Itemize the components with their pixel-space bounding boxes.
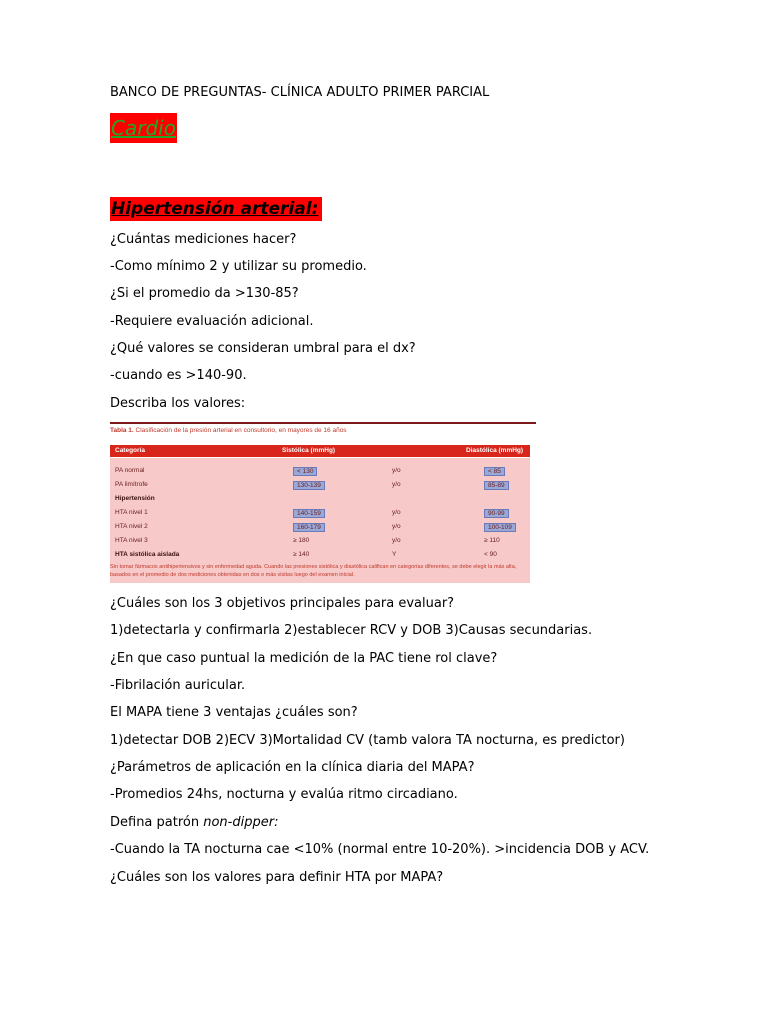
cell-category: HTA nivel 3 bbox=[115, 537, 148, 544]
cell-diastolic: 100-109 bbox=[484, 523, 516, 532]
document-title: BANCO DE PREGUNTAS- CLÍNICA ADULTO PRIMER PARCIAL bbox=[110, 85, 490, 100]
cell-conjunction: y/o bbox=[392, 467, 401, 474]
cell-systolic: 140-159 bbox=[293, 509, 325, 518]
text-line: -Como mínimo 2 y utilizar su promedio. bbox=[110, 259, 367, 274]
text-line: ¿En que caso puntual la medición de la PAC tiene rol clave? bbox=[110, 651, 498, 666]
text-line: ¿Cuáles son los valores para definir HTA por MAPA? bbox=[110, 870, 444, 885]
cell-diastolic: ≥ 110 bbox=[484, 537, 500, 544]
cell-diastolic: 85-89 bbox=[484, 481, 509, 490]
cell-conjunction: Y bbox=[392, 551, 397, 558]
table-row bbox=[110, 465, 530, 478]
table-top-rule bbox=[110, 422, 536, 424]
cell-category: HTA nivel 2 bbox=[115, 523, 148, 530]
bp-classification-table bbox=[110, 421, 536, 584]
cell-systolic: ≥ 140 bbox=[293, 551, 310, 558]
cell-diastolic: < 85 bbox=[484, 467, 505, 476]
text-line: ¿Parámetros de aplicación en la clínica diaria del MAPA? bbox=[110, 760, 475, 775]
section-heading: Cardio bbox=[110, 113, 177, 143]
header-category: Categoría bbox=[115, 447, 145, 454]
text-line: ¿Qué valores se consideran umbral para el dx? bbox=[110, 341, 416, 356]
cell-conjunction: y/o bbox=[392, 537, 401, 544]
table-row bbox=[110, 535, 530, 548]
table-footnote: Sin tomar fármacos antihipertensivos y sin enfermedad aguda. Cuando las presiones sistólica y diastólica califican en categorías diferentes, se debe elegir la más alta, basados en el promedio de dos mediciones obtenidas en dos o más visitas luego del examen inicial. bbox=[110, 564, 517, 578]
text-line: 1)detectarla y confirmarla 2)establecer RCV y DOB 3)Causas secundarias. bbox=[110, 623, 593, 638]
cell-diastolic: 90-99 bbox=[484, 509, 509, 518]
table-row bbox=[110, 521, 530, 534]
cell-category: HTA sistólica aislada bbox=[115, 551, 180, 558]
table-row bbox=[110, 549, 530, 562]
text-line: ¿Si el promedio da >130-85? bbox=[110, 286, 299, 301]
text-line: 1)detectar DOB 2)ECV 3)Mortalidad CV (tamb valora TA nocturna, es predictor) bbox=[110, 733, 625, 748]
cell-systolic: 160-179 bbox=[293, 523, 325, 532]
text-line: -Cuando la TA nocturna cae <10% (normal entre 10-20%). >incidencia DOB y ACV. bbox=[110, 842, 650, 857]
text-line: ¿Cuántas mediciones hacer? bbox=[110, 232, 297, 247]
text-line: El MAPA tiene 3 ventajas ¿cuáles son? bbox=[110, 705, 358, 720]
header-diastolic: Diastólica (mmHg) bbox=[466, 447, 524, 454]
subsection-heading: Hipertensión arterial: bbox=[110, 197, 322, 221]
text-line: -Promedios 24hs, nocturna y evalúa ritmo circadiano. bbox=[110, 787, 458, 802]
cell-category: Hipertensión bbox=[115, 495, 155, 502]
cell-conjunction: y/o bbox=[392, 509, 401, 516]
text-line bbox=[110, 814, 278, 832]
text-line: -cuando es >140-90. bbox=[110, 368, 247, 383]
table-row bbox=[110, 507, 530, 520]
text-line: -Requiere evaluación adicional. bbox=[110, 314, 314, 329]
cell-systolic: ≥ 180 bbox=[293, 537, 310, 544]
cell-systolic: < 130 bbox=[293, 467, 317, 476]
cell-category: PA normal bbox=[115, 467, 145, 474]
cell-diastolic: < 90 bbox=[484, 551, 497, 558]
text-line-italic: non-dipper: bbox=[203, 815, 279, 830]
table-header bbox=[110, 445, 530, 457]
cell-category: PA limítrofe bbox=[115, 481, 148, 488]
cell-conjunction: y/o bbox=[392, 523, 401, 530]
text-line: -Fibrilación auricular. bbox=[110, 678, 246, 693]
table-caption-text: Clasificación de la presión arterial en consultorio, en mayores de 16 años bbox=[135, 427, 347, 434]
table-caption bbox=[110, 427, 347, 434]
cell-conjunction: y/o bbox=[392, 481, 401, 488]
text-line: ¿Cuáles son los 3 objetivos principales para evaluar? bbox=[110, 596, 455, 611]
text-line-regular: Defina patrón bbox=[110, 815, 204, 830]
cell-systolic: 130-139 bbox=[293, 481, 325, 490]
text-line: Describa los valores: bbox=[110, 396, 246, 411]
header-systolic: Sistólica (mmHg) bbox=[282, 447, 336, 454]
table-caption-label: Tabla 1. bbox=[110, 427, 134, 434]
cell-category: HTA nivel 1 bbox=[115, 509, 148, 516]
table-row bbox=[110, 479, 530, 492]
table-row bbox=[110, 493, 530, 506]
